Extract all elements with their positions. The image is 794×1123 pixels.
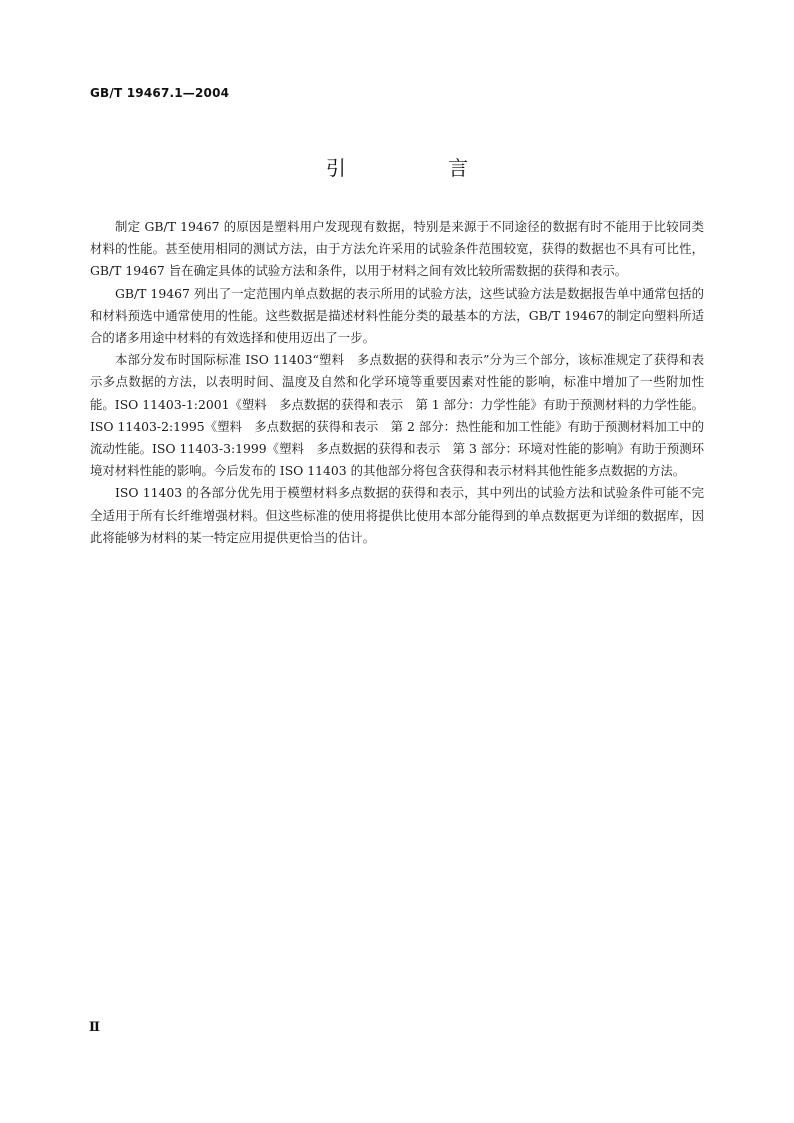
paragraph-2: GB/T 19467 列出了一定范围内单点数据的表示所用的试验方法，这些试验方法是数据报告单中通常包括的和材料预选中通常使用的性能。这些数据是描述材料性能分类的最基本的方法，GB/T 19467的制定向塑料所适合的诸多用途中材料的有效选择和使用迈出了一步。 <box>90 285 705 346</box>
page-number: Ⅱ <box>89 1020 100 1035</box>
standard-code: GB/T 19467.1—2004 <box>90 86 230 100</box>
paragraph-4: ISO 11403 的各部分优先用于模塑材料多点数据的获得和表示，其中列出的试验方法和试验条件可能不完全适用于所有长纤维增强材料。但这些标准的使用将提供比使用本部分能得到的单点数据更为详细的数据库，因此将能够为材料的某一特定应用提供更恰当的估计。 <box>90 485 704 545</box>
section-title: 引 言 <box>325 156 517 180</box>
body-text <box>90 216 704 549</box>
paragraph-1: 制定 GB/T 19467 的原因是塑料用户发现现有数据，特别是来源于不同途径的数据有时不能用于比较同类材料的性能。甚至使用相同的测试方法，由于方法允许采用的试验条件范围较宽，获得的数据也不具有可比性，GB/T 19467 旨在确定具体的试验方法和条件，以用于材料之间有效比较所需数据的获得和表示。 <box>90 219 704 279</box>
paragraph-3: 本部分发布时国际标准 ISO 11403“塑料 多点数据的获得和表示”分为三个部分，该标准规定了获得和表示多点数据的方法，以表明时间、温度及自然和化学环境等重要因素对性能的影响，标准中增加了一些附加性能。ISO 11403-1:2001《塑料 多点数据的获得和表示 第 1 部分：力学性能》有助于预测材料的力学性能。ISO 11403-2:1995《塑料 多点数据的获得和表示 第 2 部分：热性能和加工性能》有助于预测材料加工中的流动性能。ISO 11403-3:1999《塑料 多点数据的获得和表示 第 3 部分：环境对性能的影响》有助于预测环境对材料性能的影响。今后发布的 ISO 11403 的其他部分将包含获得和表示材料其他性能多点数据的方法。 <box>90 352 704 479</box>
